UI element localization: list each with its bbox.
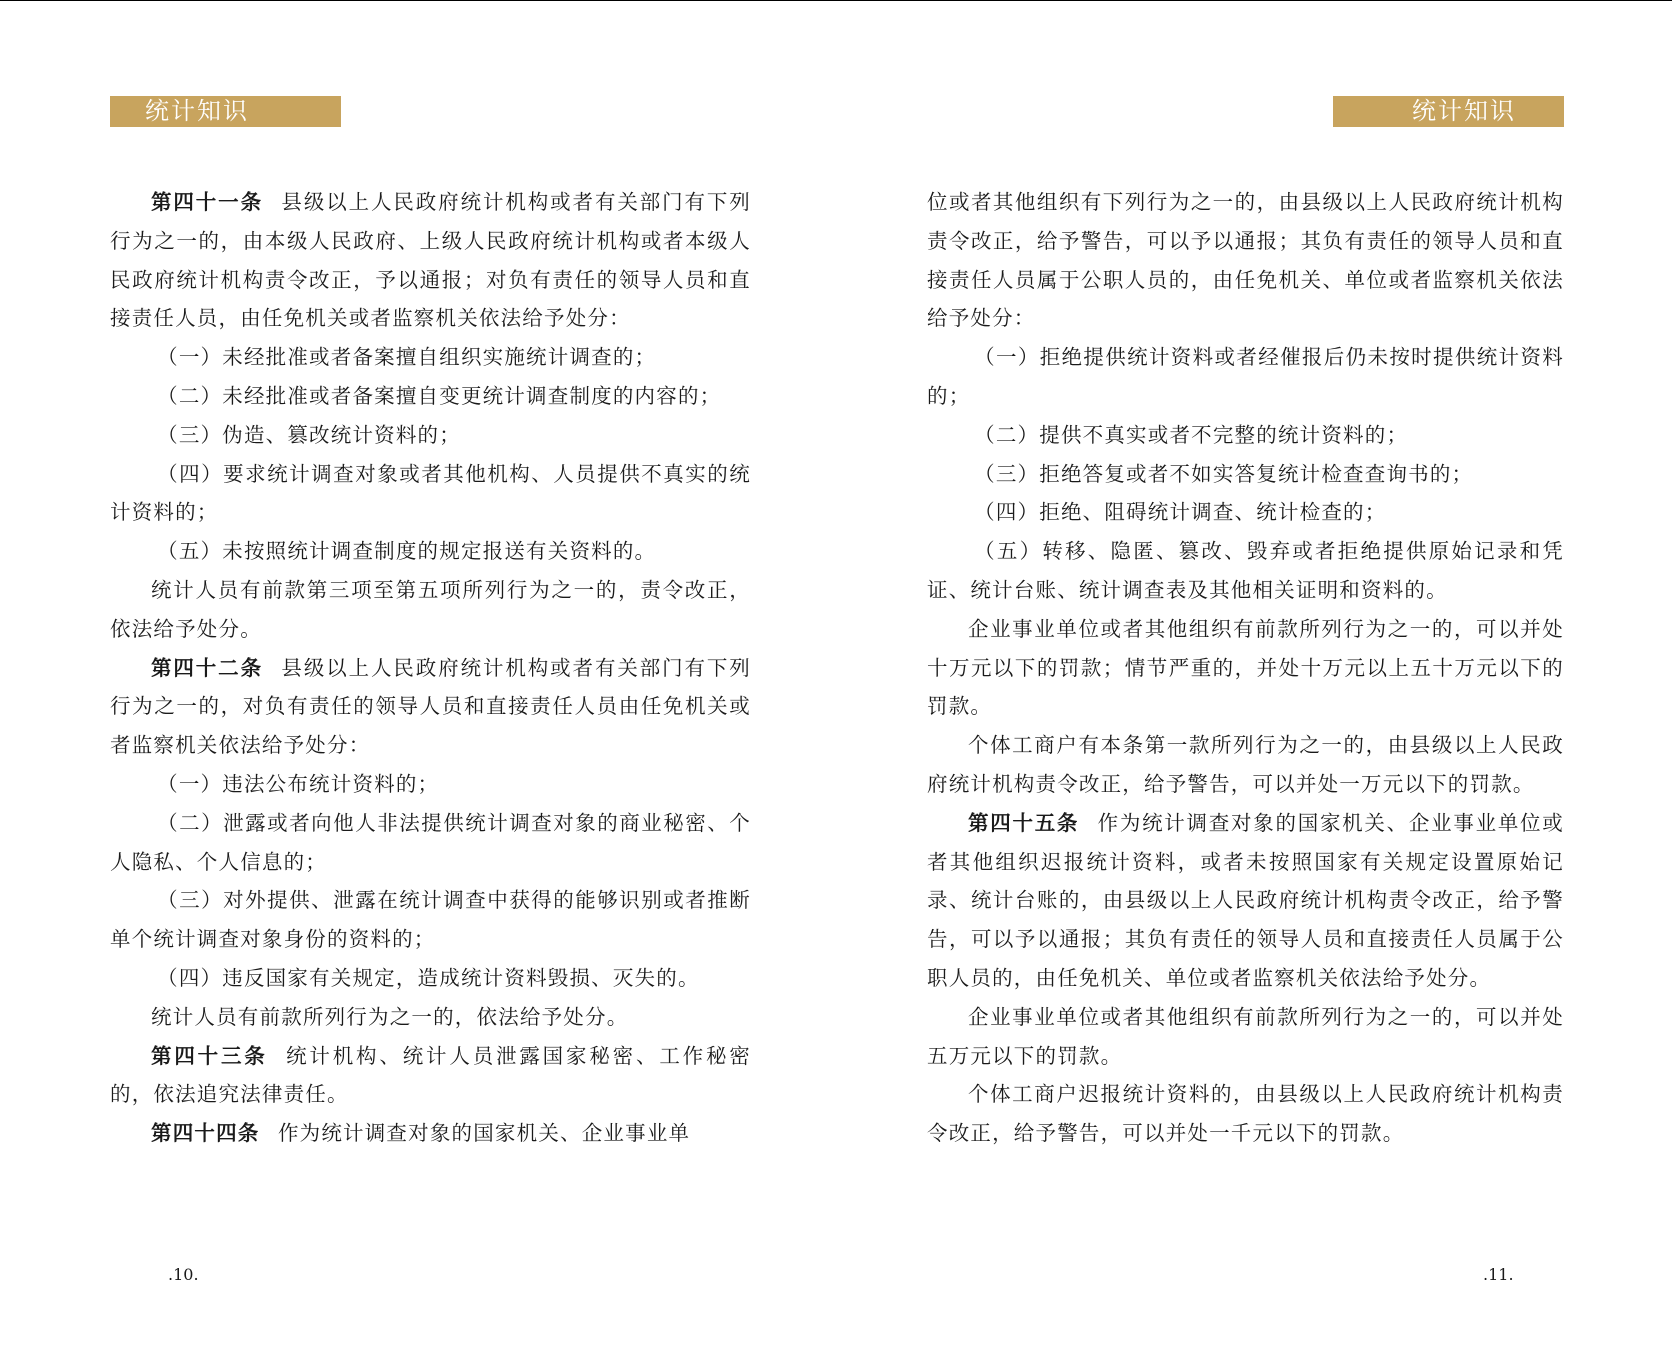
right-page-number: .11.: [1483, 1265, 1514, 1284]
list-item: （三）拒绝答复或者不如实答复统计检查查询书的；: [974, 461, 1474, 486]
paragraph: 第四十三条 统计机构、统计人员泄露国家秘密、工作秘密的，依法追究法律责任。: [110, 1043, 752, 1107]
list-item: （四）拒绝、阻碍统计调查、统计检查的；: [974, 500, 1387, 525]
right-header-title: 统计知识: [1412, 97, 1516, 125]
list-item: （二）提供不真实或者不完整的统计资料的；: [974, 422, 1409, 447]
list-item: （三）伪造、篡改统计资料的；: [157, 422, 461, 447]
article-number: 第四十一条: [151, 190, 263, 214]
article-number: 第四十四条: [151, 1121, 260, 1146]
list-item: （一）拒绝提供统计资料或者经催报后仍未按时提供统计资料的；: [927, 345, 1564, 408]
left-header-title: 统计知识: [145, 97, 249, 125]
paragraph: 统计人员有前款第三项至第五项所列行为之一的，责令改正，依法给予处分。: [110, 577, 751, 641]
paragraph: 个体工商户有本条第一款所列行为之一的，由县级以上人民政府统计机构责令改正，给予警告，可以并处一万元以下的罚款。: [927, 733, 1564, 796]
paragraph: 个体工商户迟报统计资料的，由县级以上人民政府统计机构责令改正，给予警告，可以并处一千元以下的罚款。: [927, 1082, 1564, 1146]
left-body-text: [110, 183, 751, 1153]
list-item: （三）对外提供、泄露在统计调查中获得的能够识别或者推断单个统计调查对象身份的资料的；: [110, 888, 751, 952]
list-item: （二）未经批准或者备案擅自变更统计调查制度的内容的；: [157, 383, 722, 408]
paragraph: 位或者其他组织有下列行为之一的，由县级以上人民政府统计机构责令改正，给予警告，可以予以通报；其负有责任的领导人员和直接责任人员属于公职人员的，由任免机关、单位或者监察机关依法给予处分：: [927, 190, 1564, 331]
paragraph: 第四十五条 作为统计调查对象的国家机关、企业事业单位或者其他组织迟报统计资料，或者未按照国家有关规定设置原始记录、统计台账的，由县级以上人民政府统计机构责令改正，给予警告，可以予以通报；其负有责任的领导人员和直接责任人员属于公职人员的，由任免机关、单位或者监察机关依法给予处分。: [927, 810, 1564, 990]
article-number: 第四十五条: [968, 810, 1080, 835]
right-body-text: [927, 183, 1564, 1153]
paragraph: 统计人员有前款所列行为之一的，依法给予处分。: [151, 1004, 629, 1029]
left-page-number: .10.: [168, 1265, 199, 1284]
list-item: （五）转移、隐匿、篡改、毁弃或者拒绝提供原始记录和凭证、统计台账、统计调查表及其他相关证明和资料的。: [927, 539, 1564, 602]
paragraph: 企业事业单位或者其他组织有前款所列行为之一的，可以并处十万元以下的罚款；情节严重的，并处十万元以上五十万元以下的罚款。: [927, 616, 1564, 719]
list-item: （一）违法公布统计资料的；: [157, 771, 440, 796]
article-number: 第四十二条: [151, 655, 263, 680]
paragraph: 第四十一条 县级以上人民政府统计机构或者有关部门有下列行为之一的，由本级人民政府、上级人民政府统计机构或者本级人民政府统计机构责令改正，予以通报；对负有责任的领导人员和直接责任人员，由任免机关或者监察机关依法给予处分：: [110, 190, 752, 331]
list-item: （一）未经批准或者备案擅自组织实施统计调查的；: [157, 345, 657, 370]
paragraph: 第四十四条 作为统计调查对象的国家机关、企业事业单: [151, 1121, 691, 1146]
right-page: [927, 0, 1564, 1353]
left-header-band: [110, 96, 341, 127]
list-item: （五）未按照统计调查制度的规定报送有关资料的。: [157, 539, 657, 564]
paragraph: 企业事业单位或者其他组织有前款所列行为之一的，可以并处五万元以下的罚款。: [927, 1004, 1564, 1068]
list-item: （二）泄露或者向他人非法提供统计调查对象的商业秘密、个人隐私、个人信息的；: [110, 810, 751, 874]
right-header-band: [1333, 96, 1564, 127]
article-number: 第四十三条: [151, 1043, 268, 1068]
list-item: （四）违反国家有关规定，造成统计资料毁损、灭失的。: [157, 965, 700, 990]
left-page: [110, 0, 751, 1353]
list-item: （四）要求统计调查对象或者其他机构、人员提供不真实的统计资料的；: [110, 461, 751, 525]
paragraph: 第四十二条 县级以上人民政府统计机构或者有关部门有下列行为之一的，对负有责任的领导人员和直接责任人员由任免机关或者监察机关依法给予处分：: [110, 655, 752, 758]
